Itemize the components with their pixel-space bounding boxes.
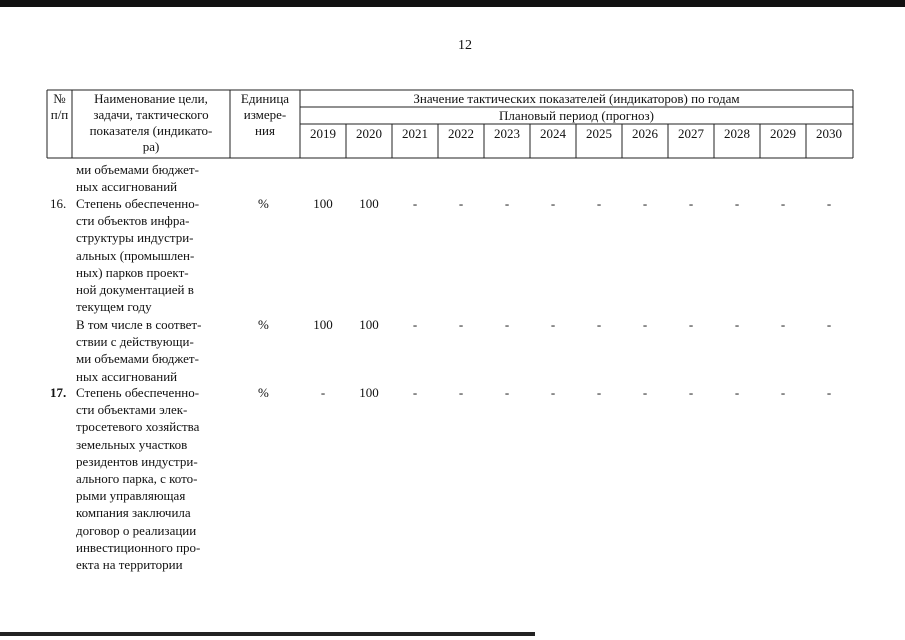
year-2019: 2019 bbox=[310, 126, 336, 141]
row-text-line: рыми управляющая bbox=[76, 488, 186, 504]
header-name-line: показателя (индикато- bbox=[89, 123, 213, 138]
value-cell: 100 bbox=[359, 385, 379, 400]
value-cell: 100 bbox=[313, 196, 333, 211]
row-unit: % bbox=[258, 317, 269, 332]
value-cell: - bbox=[780, 196, 786, 211]
row-text-line: ных) парков проект- bbox=[76, 264, 189, 280]
row-text-line: альных (промышлен- bbox=[76, 247, 195, 263]
value-cell: - bbox=[412, 385, 418, 400]
value-cell: - bbox=[504, 385, 510, 400]
value-cell: - bbox=[458, 196, 464, 211]
row-number: 16. bbox=[50, 196, 67, 211]
row-text-line: ных ассигнований bbox=[76, 179, 178, 195]
value-cell: - bbox=[320, 385, 326, 400]
row-text-line: сти объектами элек- bbox=[76, 402, 188, 418]
value-cell: - bbox=[780, 317, 786, 332]
header-name-line: Наименование цели, bbox=[94, 91, 208, 106]
header-planned-period: Плановый период (прогноз) bbox=[499, 108, 654, 123]
table-row-16-name bbox=[76, 195, 226, 315]
row-text-line: резидентов индустри- bbox=[76, 453, 198, 469]
row-text-line: ной документацией в bbox=[76, 282, 194, 298]
year-2026: 2026 bbox=[632, 126, 658, 141]
row-text-line: инвестиционного про- bbox=[76, 539, 201, 555]
value-cell: 100 bbox=[359, 196, 379, 211]
bottom-rule bbox=[0, 632, 535, 636]
row-number: 17. bbox=[50, 385, 67, 400]
value-cell: - bbox=[642, 196, 648, 211]
year-2030: 2030 bbox=[816, 126, 842, 141]
row-text-line: екта на территории bbox=[76, 557, 183, 573]
row-text-line: В том числе в соответ- bbox=[76, 317, 202, 332]
header-values-title: Значение тактических показателей (индикаторов) по годам bbox=[413, 91, 740, 106]
value-cell: - bbox=[688, 317, 694, 332]
year-2027: 2027 bbox=[678, 126, 704, 141]
row-text-line: Степень обеспеченно- bbox=[76, 196, 200, 211]
value-cell: - bbox=[458, 385, 464, 400]
year-2029: 2029 bbox=[770, 126, 796, 141]
header-unit bbox=[230, 91, 300, 139]
year-2020: 2020 bbox=[356, 126, 382, 141]
row-text-line: Степень обеспеченно- bbox=[76, 385, 200, 400]
value-cell: - bbox=[642, 385, 648, 400]
row-text-line: ального парка, с кото- bbox=[76, 471, 198, 487]
value-cell: - bbox=[734, 317, 740, 332]
header-unit-line: Единица bbox=[240, 91, 290, 106]
value-cell: 100 bbox=[313, 317, 333, 332]
year-2028: 2028 bbox=[724, 126, 750, 141]
value-cell: - bbox=[412, 317, 418, 332]
value-cell: - bbox=[504, 196, 510, 211]
value-cell: - bbox=[550, 385, 556, 400]
year-2024: 2024 bbox=[540, 126, 566, 141]
table-row-16-subitem-name bbox=[76, 316, 226, 385]
row-text-line: ми объемами бюджет- bbox=[76, 162, 199, 177]
row-text-line: земельных участков bbox=[76, 436, 188, 452]
value-cell: - bbox=[826, 385, 832, 400]
value-cell: - bbox=[688, 385, 694, 400]
table-row-17-name bbox=[76, 384, 226, 573]
value-cell: - bbox=[780, 385, 786, 400]
value-cell: - bbox=[734, 385, 740, 400]
row-text-line: ных ассигнований bbox=[76, 368, 178, 384]
row-text-line: сти объектов инфра- bbox=[76, 213, 190, 229]
value-cell: - bbox=[596, 196, 602, 211]
row-unit: % bbox=[258, 385, 269, 400]
value-cell: - bbox=[642, 317, 648, 332]
year-2022: 2022 bbox=[448, 126, 474, 141]
page-number: 12 bbox=[458, 38, 472, 53]
value-cell: - bbox=[826, 196, 832, 211]
year-2025: 2025 bbox=[586, 126, 612, 141]
row-text-line: ствии с действующи- bbox=[76, 334, 194, 350]
row-text-line: ми объемами бюджет- bbox=[76, 351, 199, 367]
value-cell: 100 bbox=[359, 317, 379, 332]
value-cell: - bbox=[596, 385, 602, 400]
header-name bbox=[72, 91, 230, 155]
table-row-continuation bbox=[76, 161, 226, 195]
year-2023: 2023 bbox=[494, 126, 520, 141]
value-cell: - bbox=[458, 317, 464, 332]
header-num bbox=[47, 91, 72, 123]
value-cell: - bbox=[734, 196, 740, 211]
header-num-line2: п/п bbox=[50, 107, 69, 122]
header-name-line: ра) bbox=[142, 139, 160, 154]
row-text-line: тросетевого хозяйства bbox=[76, 419, 200, 435]
row-unit: % bbox=[258, 196, 269, 211]
header-num-line1: № bbox=[53, 91, 66, 106]
row-text-line: договор о реализации bbox=[76, 522, 197, 538]
value-cell: - bbox=[826, 317, 832, 332]
value-cell: - bbox=[412, 196, 418, 211]
header-unit-line: измере- bbox=[243, 107, 287, 122]
value-cell: - bbox=[596, 317, 602, 332]
value-cell: - bbox=[550, 317, 556, 332]
year-2021: 2021 bbox=[402, 126, 428, 141]
header-unit-line: ния bbox=[255, 123, 275, 138]
value-cell: - bbox=[688, 196, 694, 211]
value-cell: - bbox=[504, 317, 510, 332]
header-name-line: задачи, тактического bbox=[93, 107, 209, 122]
row-text-line: текущем году bbox=[76, 299, 152, 315]
value-cell: - bbox=[550, 196, 556, 211]
row-text-line: компания заключила bbox=[76, 505, 191, 521]
row-text-line: структуры индустри- bbox=[76, 230, 194, 246]
